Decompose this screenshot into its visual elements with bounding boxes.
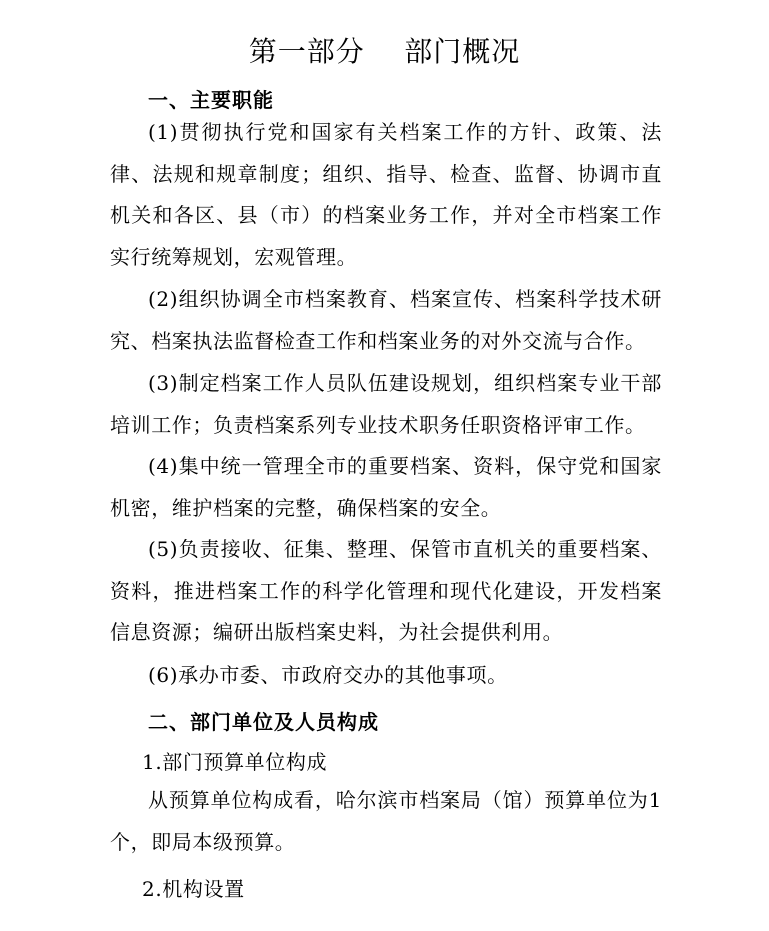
- function-item-2: (2)组织协调全市档案教育、档案宣传、档案科学技术研究、档案执法监督检查工作和档案业务的对外交流与合作。: [110, 287, 662, 353]
- subsection-heading-org-setup: 2.机构设置: [142, 877, 245, 901]
- page-title: 第一部分 部门概况: [248, 35, 521, 68]
- function-item-1: (1)贯彻执行党和国家有关档案工作的方针、政策、法律、法规和规章制度；组织、指导、检查、监督、协调市直机关和各区、县（市）的档案业务工作，并对全市档案工作实行统筹规划，宏观管理。: [110, 120, 662, 269]
- function-item-4: (4)集中统一管理全市的重要档案、资料，保守党和国家机密，维护档案的完整，确保档案的安全。: [110, 454, 662, 520]
- function-item-3: (3)制定档案工作人员队伍建设规划，组织档案专业干部培训工作；负责档案系列专业技术职务任职资格评审工作。: [110, 371, 662, 437]
- subsection-heading-budget-units: 1.部门预算单位构成: [142, 750, 328, 774]
- function-item-5: (5)负责接收、征集、整理、保管市直机关的重要档案、资料，推进档案工作的科学化管理和现代化建设，开发档案信息资源；编研出版档案史料，为社会提供利用。: [110, 537, 662, 644]
- budget-units-paragraph: 从预算单位构成看，哈尔滨市档案局（馆）预算单位为1个，即局本级预算。: [110, 788, 662, 854]
- section-heading-main-functions: 一、主要职能: [148, 88, 274, 112]
- section-heading-units-staff: 二、部门单位及人员构成: [148, 710, 379, 734]
- function-item-6: (6)承办市委、市政府交办的其他事项。: [148, 663, 508, 687]
